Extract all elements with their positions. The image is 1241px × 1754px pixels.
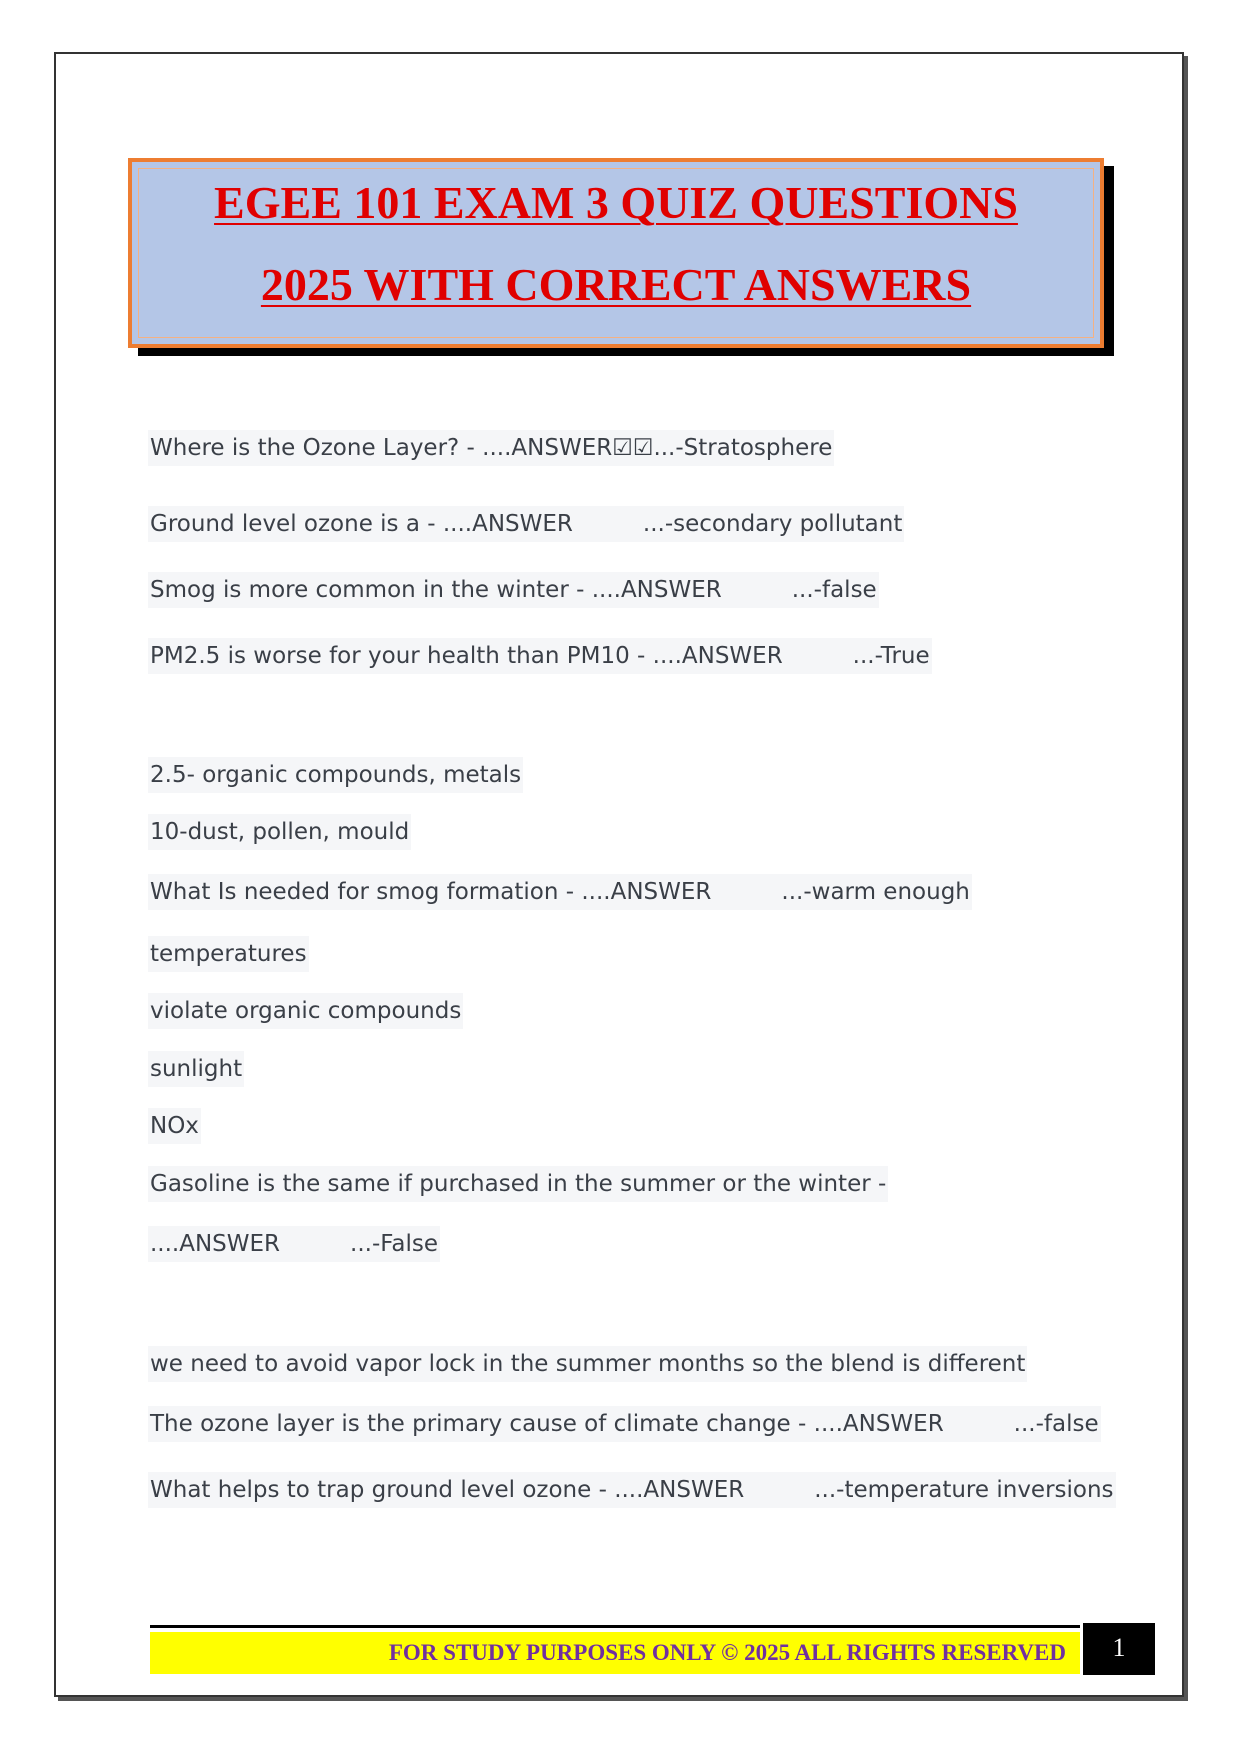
title-box — [128, 158, 1104, 348]
footer-rule — [150, 1625, 1080, 1628]
answer-continuation-2 — [148, 993, 463, 1029]
qa-line-3 — [148, 572, 879, 608]
question-text: Gasoline is the same if purchased in the summer or the winter - — [150, 1171, 887, 1197]
qa-line-7 — [148, 1406, 1101, 1442]
question-text: Ground level ozone is a - ....ANSWER — [150, 511, 573, 537]
answer-text: ...-True — [852, 643, 930, 669]
answer-label: ....ANSWER — [150, 1231, 281, 1257]
question-text: What helps to trap ground level ozone - ....ANSWER — [150, 1477, 745, 1503]
answer-text: ...-secondary pollutant — [642, 511, 903, 537]
note-text: 2.5- organic compounds, metals — [150, 762, 522, 788]
footer-band — [150, 1632, 1080, 1674]
page-number-box — [1083, 1623, 1155, 1675]
answer-text: sunlight — [150, 1056, 243, 1082]
qa-line-5 — [148, 874, 972, 910]
note-line-3 — [148, 1346, 1027, 1382]
qa-line-1 — [148, 430, 834, 466]
title-line-1: EGEE 101 EXAM 3 QUIZ QUESTIONS — [214, 177, 1018, 228]
answer-continuation-3 — [148, 1051, 244, 1087]
qa-line-2 — [148, 506, 904, 542]
answer-text: NOx — [150, 1113, 199, 1139]
note-line-1 — [148, 757, 523, 793]
question-text: Smog is more common in the winter - ....ANSWER — [150, 577, 722, 603]
answer-continuation-1 — [148, 936, 309, 972]
qa-line-6 — [148, 1166, 888, 1202]
answer-text: ...-false — [791, 577, 877, 603]
answer-text: temperatures — [150, 941, 307, 967]
answer-text: ...-false — [1013, 1411, 1099, 1437]
note-text: 10-dust, pollen, mould — [150, 819, 410, 845]
qa-line-6-answer — [148, 1226, 440, 1262]
title-line-2: 2025 WITH CORRECT ANSWERS — [260, 259, 972, 310]
answer-text: ...-False — [350, 1231, 439, 1257]
footer-text: FOR STUDY PURPOSES ONLY © 2025 ALL RIGHTS RESERVED — [388, 1640, 1066, 1665]
answer-text: violate organic compounds — [150, 998, 462, 1024]
question-text: The ozone layer is the primary cause of climate change - ....ANSWER — [150, 1411, 944, 1437]
answer-text: ...-warm enough — [781, 879, 970, 905]
page-number: 1 — [1112, 1633, 1126, 1662]
note-text: we need to avoid vapor lock in the summer months so the blend is different — [150, 1351, 1026, 1377]
question-text: PM2.5 is worse for your health than PM10 - ....ANSWER — [150, 643, 783, 669]
qa-line-4 — [148, 638, 932, 674]
qa-line-8 — [148, 1472, 1116, 1508]
qa-text: Where is the Ozone Layer? - ....ANSWER☑☑...-Stratosphere — [150, 435, 833, 461]
answer-text: ...-temperature inversions — [814, 1477, 1114, 1503]
note-line-2 — [148, 814, 411, 850]
answer-continuation-4 — [148, 1108, 201, 1144]
question-text: What Is needed for smog formation - ....ANSWER — [150, 879, 712, 905]
